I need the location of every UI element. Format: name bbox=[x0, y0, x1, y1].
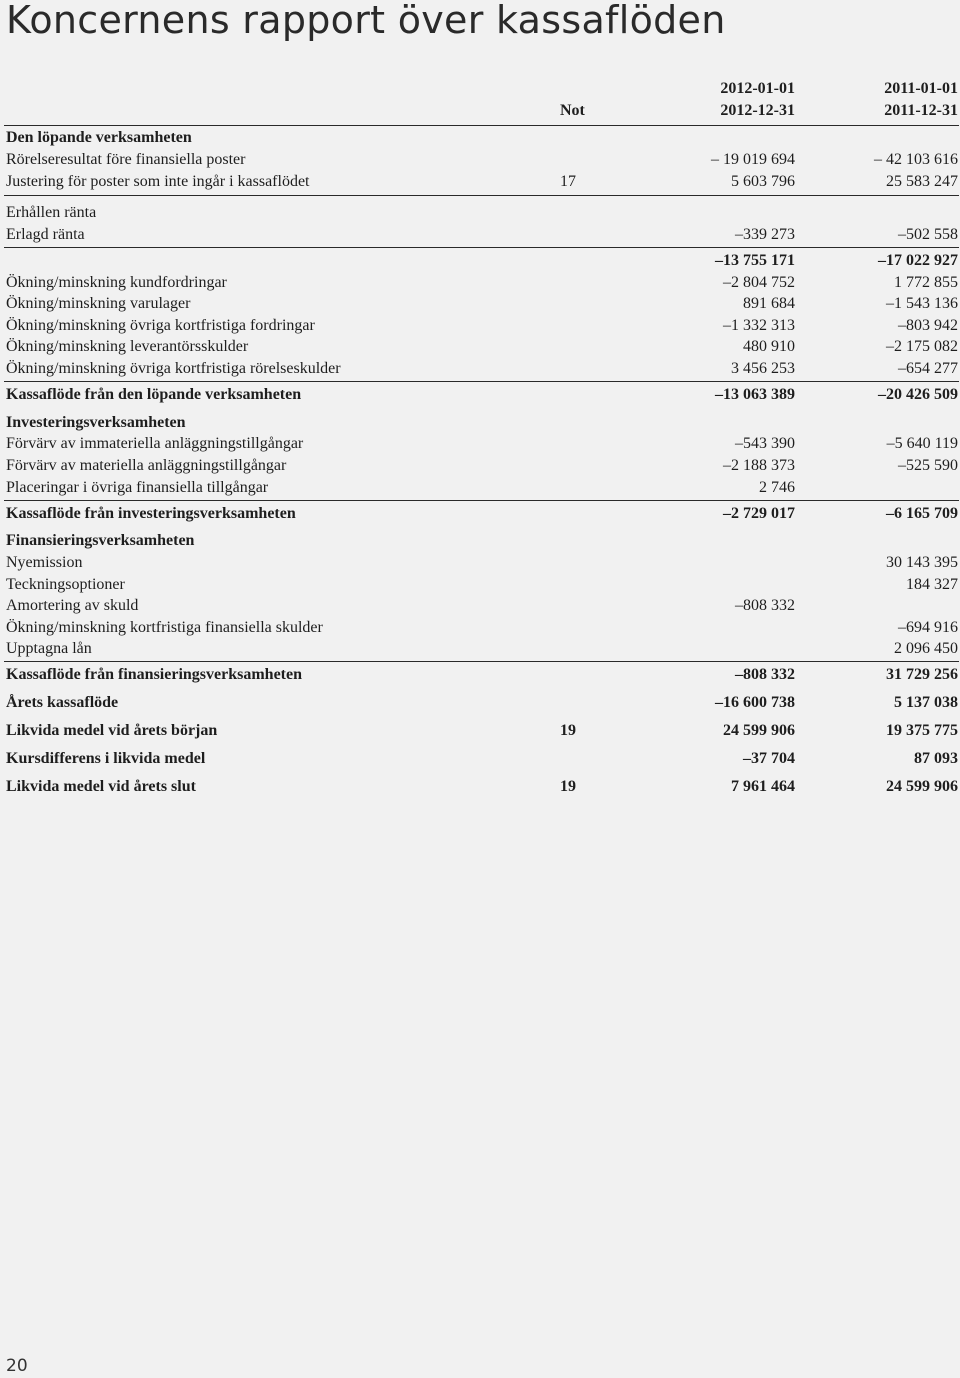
row-label: Likvida medel vid årets slut bbox=[6, 778, 196, 795]
row-label: Justering för poster som inte ingår i kassaflödet bbox=[6, 173, 310, 190]
page-title: Koncernens rapport över kassaflöden bbox=[6, 0, 726, 42]
row-label: Erhållen ränta bbox=[6, 204, 97, 221]
row-label: Erlagd ränta bbox=[6, 226, 85, 243]
value-2012: 5 603 796 bbox=[731, 173, 795, 190]
table-row bbox=[0, 455, 960, 477]
value-2012: –339 273 bbox=[735, 226, 795, 243]
row-label: Den löpande verksamheten bbox=[6, 129, 192, 146]
value-2012: –2 804 752 bbox=[723, 274, 795, 291]
value-2011: 1 772 855 bbox=[894, 274, 958, 291]
value-2011: 5 137 038 bbox=[894, 694, 958, 711]
table-row bbox=[0, 202, 960, 224]
row-divider bbox=[4, 247, 959, 248]
value-2012: –16 600 738 bbox=[715, 694, 795, 711]
value-2011: –20 426 509 bbox=[878, 386, 958, 403]
note-ref: 19 bbox=[560, 722, 576, 739]
value-2011: 2 096 450 bbox=[894, 640, 958, 657]
column-header-period-2012-end: 2012-12-31 bbox=[720, 102, 795, 119]
value-2012: –543 390 bbox=[735, 435, 795, 452]
row-label: Teckningsoptioner bbox=[6, 576, 125, 593]
column-header-period-2011-end: 2011-12-31 bbox=[884, 102, 958, 119]
value-2012: 2 746 bbox=[759, 479, 795, 496]
value-2012: –13 755 171 bbox=[715, 252, 795, 269]
value-2011: 24 599 906 bbox=[886, 778, 958, 795]
value-2011: – 42 103 616 bbox=[874, 151, 958, 168]
row-label: Ökning/minskning varulager bbox=[6, 295, 191, 312]
value-2011: 87 093 bbox=[914, 750, 958, 767]
row-label: Ökning/minskning kortfristiga finansiella skulder bbox=[6, 619, 323, 636]
table-row bbox=[0, 149, 960, 171]
row-divider bbox=[4, 381, 959, 382]
total-row-cashflow bbox=[0, 692, 960, 714]
value-2012: –808 332 bbox=[735, 666, 795, 683]
table-row bbox=[0, 617, 960, 639]
value-2011: –6 165 709 bbox=[886, 505, 958, 522]
row-label: Upptagna lån bbox=[6, 640, 92, 657]
value-2012: 891 684 bbox=[743, 295, 795, 312]
value-2012: –2 729 017 bbox=[723, 505, 795, 522]
total-row-cash-opening bbox=[0, 720, 960, 742]
table-row bbox=[0, 552, 960, 574]
page-number: 20 bbox=[6, 1356, 28, 1376]
value-2011: 184 327 bbox=[906, 576, 958, 593]
row-label: Kassaflöde från finansieringsverksamheten bbox=[6, 666, 302, 683]
row-divider bbox=[4, 500, 959, 501]
value-2011: –17 022 927 bbox=[878, 252, 958, 269]
header-divider bbox=[4, 125, 959, 126]
column-header-note: Not bbox=[560, 102, 585, 119]
row-label: Årets kassaflöde bbox=[6, 694, 119, 711]
value-2011: 31 729 256 bbox=[886, 666, 958, 683]
table-row bbox=[0, 224, 960, 246]
value-2011: –654 277 bbox=[898, 360, 958, 377]
value-2011: 19 375 775 bbox=[886, 722, 958, 739]
row-label: Förvärv av immateriella anläggningstillgångar bbox=[6, 435, 304, 452]
value-2012: – 19 019 694 bbox=[711, 151, 795, 168]
row-label: Placeringar i övriga finansiella tillgångar bbox=[6, 479, 269, 496]
value-2012: 480 910 bbox=[743, 338, 795, 355]
table-row bbox=[0, 574, 960, 596]
column-header-period-2011-start: 2011-01-01 bbox=[884, 80, 958, 97]
table-row bbox=[0, 433, 960, 455]
row-label: Förvärv av materiella anläggningstillgångar bbox=[6, 457, 287, 474]
section-heading-financing bbox=[0, 530, 960, 552]
total-row-investing bbox=[0, 503, 960, 525]
row-divider bbox=[4, 661, 959, 662]
row-label: Kassaflöde från den löpande verksamheten bbox=[6, 386, 302, 403]
table-row bbox=[0, 315, 960, 337]
row-divider bbox=[4, 195, 959, 196]
row-label: Ökning/minskning kundfordringar bbox=[6, 274, 227, 291]
value-2011: –502 558 bbox=[898, 226, 958, 243]
note-ref: 19 bbox=[560, 778, 576, 795]
value-2011: –803 942 bbox=[898, 317, 958, 334]
value-2011: 30 143 395 bbox=[886, 554, 958, 571]
value-2011: –1 543 136 bbox=[886, 295, 958, 312]
value-2012: –2 188 373 bbox=[723, 457, 795, 474]
value-2012: 3 456 253 bbox=[731, 360, 795, 377]
row-label: Ökning/minskning övriga kortfristiga fordringar bbox=[6, 317, 315, 334]
value-2012: 24 599 906 bbox=[723, 722, 795, 739]
table-row bbox=[0, 477, 960, 499]
table-row bbox=[0, 171, 960, 193]
table-row bbox=[0, 272, 960, 294]
column-header-period-2012-start: 2012-01-01 bbox=[720, 80, 795, 97]
value-2011: 25 583 247 bbox=[886, 173, 958, 190]
row-label: Likvida medel vid årets början bbox=[6, 722, 218, 739]
total-row-financing bbox=[0, 664, 960, 686]
value-2012: –37 704 bbox=[743, 750, 795, 767]
table-row bbox=[0, 336, 960, 358]
row-label: Kursdifferens i likvida medel bbox=[6, 750, 206, 767]
value-2012: –1 332 313 bbox=[723, 317, 795, 334]
value-2011: –694 916 bbox=[898, 619, 958, 636]
table-row bbox=[0, 638, 960, 660]
value-2012: –808 332 bbox=[735, 597, 795, 614]
total-row-operating bbox=[0, 384, 960, 406]
value-2012: 7 961 464 bbox=[731, 778, 795, 795]
note-ref: 17 bbox=[560, 173, 576, 190]
value-2011: –2 175 082 bbox=[886, 338, 958, 355]
row-label: Ökning/minskning övriga kortfristiga rörelseskulder bbox=[6, 360, 341, 377]
row-label: Nyemission bbox=[6, 554, 83, 571]
section-heading-operating bbox=[0, 127, 960, 149]
total-row-cash-closing bbox=[0, 776, 960, 798]
row-label: Amortering av skuld bbox=[6, 597, 139, 614]
value-2012: –13 063 389 bbox=[715, 386, 795, 403]
row-label: Ökning/minskning leverantörsskulder bbox=[6, 338, 249, 355]
value-2011: –5 640 119 bbox=[886, 435, 958, 452]
row-label: Investeringsverksamheten bbox=[6, 414, 186, 431]
row-label: Rörelseresultat före finansiella poster bbox=[6, 151, 246, 168]
row-label: Finansieringsverksamheten bbox=[6, 532, 195, 549]
table-row bbox=[0, 293, 960, 315]
value-2011: –525 590 bbox=[898, 457, 958, 474]
table-row bbox=[0, 358, 960, 380]
subtotal-row bbox=[0, 250, 960, 272]
table-row bbox=[0, 595, 960, 617]
total-row-fx-difference bbox=[0, 748, 960, 770]
section-heading-investing bbox=[0, 412, 960, 434]
row-label: Kassaflöde från investeringsverksamheten bbox=[6, 505, 296, 522]
